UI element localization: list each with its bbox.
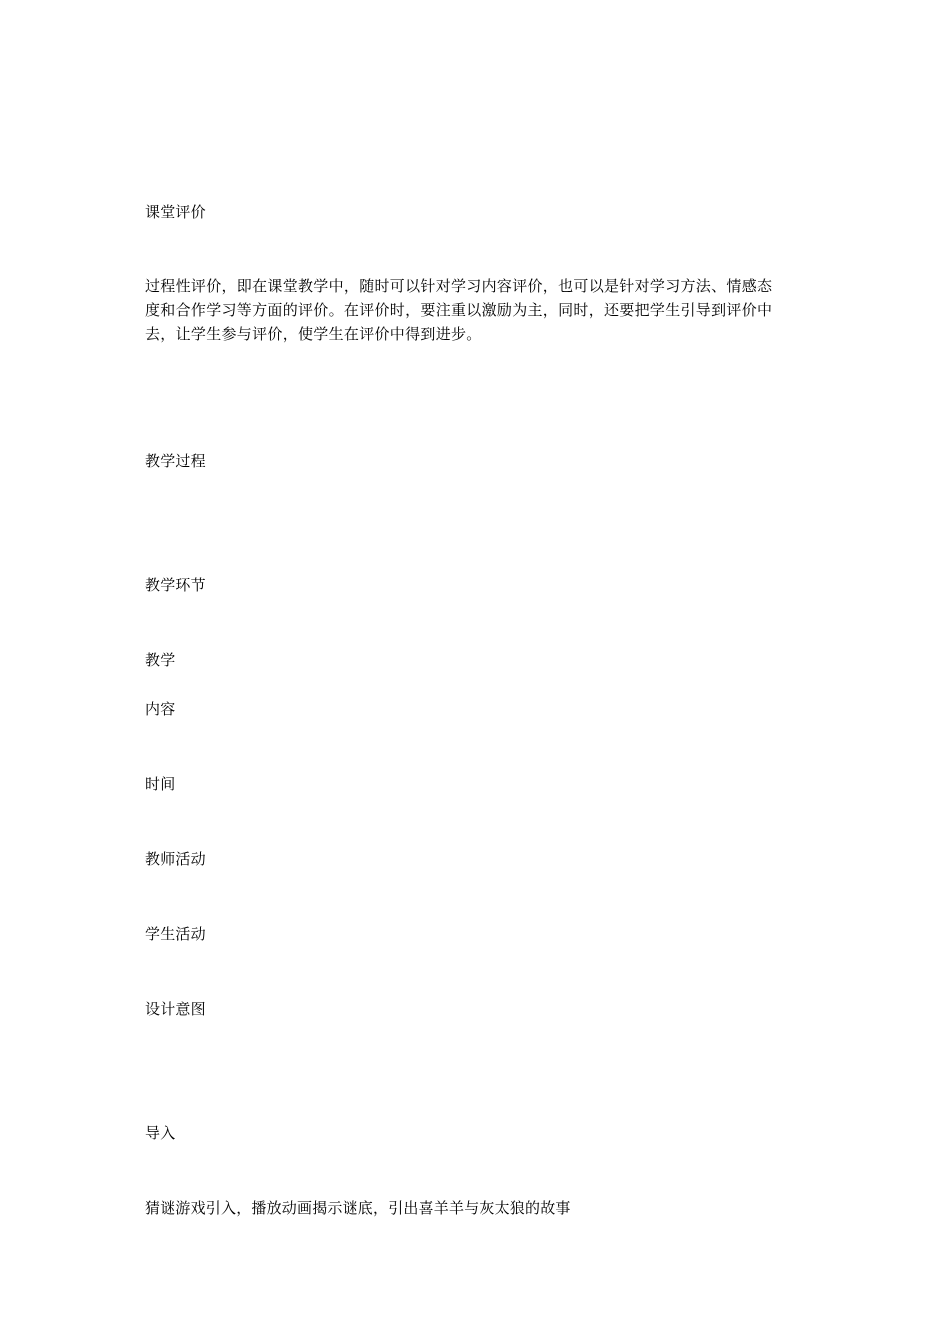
row-stage-intro: 导入 [145,1124,176,1142]
evaluation-paragraph [145,274,810,346]
header-student-activity: 学生活动 [145,925,206,943]
heading-classroom-evaluation: 课堂评价 [145,203,206,221]
header-time: 时间 [145,775,176,793]
evaluation-paragraph-line: 过程性评价，即在课堂教学中，随时可以针对学习内容评价，也可以是针对学习方法、情感态 [145,277,773,295]
evaluation-paragraph-line: 去，让学生参与评价，使学生在评价中得到进步。 [145,325,482,343]
evaluation-paragraph-line: 度和合作学习等方面的评价。在评价时，要注重以激励为主，同时，还要把学生引导到评价中 [145,301,773,319]
row-content-intro: 猜谜游戏引入，播放动画揭示谜底，引出喜羊羊与灰太狼的故事 [145,1199,571,1217]
header-design-intent: 设计意图 [145,1000,206,1018]
header-teacher-activity: 教师活动 [145,850,206,868]
header-teaching-content-part2: 内容 [145,700,176,718]
header-teaching-stage: 教学环节 [145,576,206,594]
heading-teaching-process: 教学过程 [145,452,206,470]
header-teaching-content-part1: 教学 [145,651,176,669]
